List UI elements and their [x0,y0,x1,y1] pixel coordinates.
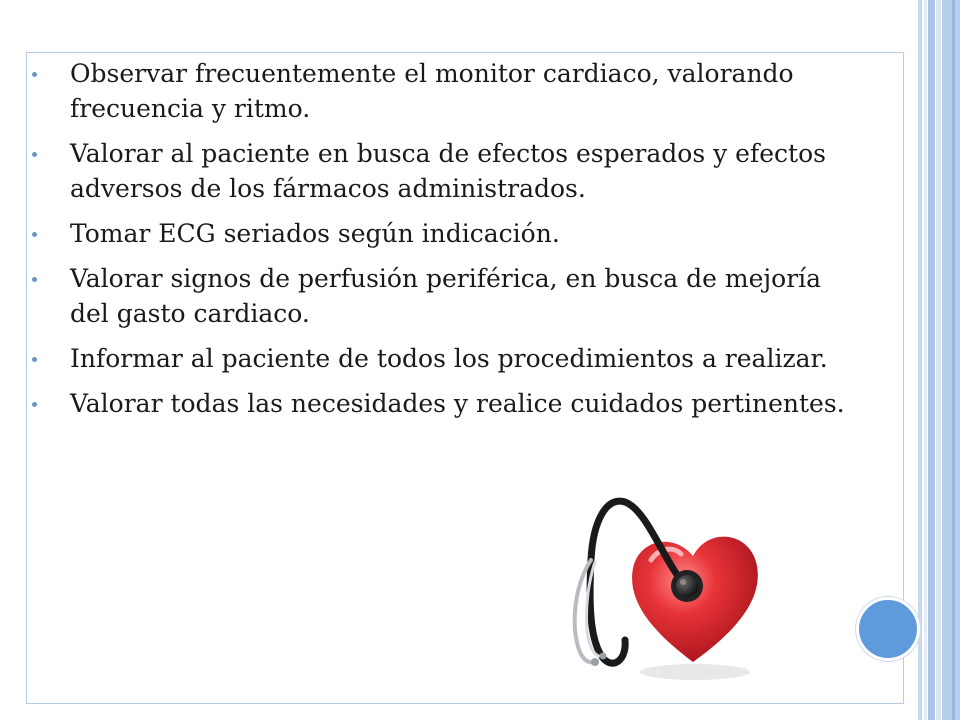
heart-with-stethoscope-icon [555,490,770,685]
bullet-item [30,136,850,206]
bullet-dot-icon [32,357,37,362]
bullet-dot-icon [32,402,37,407]
decorative-stripe [924,0,927,720]
bullet-item [30,341,850,376]
bullet-item [30,386,850,421]
decorative-stripe [936,0,941,720]
bullet-text: Valorar signos de perfusión periférica, en busca de mejoría del gasto cardiaco. [70,264,822,328]
bullet-item [30,261,850,331]
bullet-dot-icon [32,232,37,237]
bullet-text: Tomar ECG seriados según indicación. [70,219,560,248]
bullet-text: Valorar todas las necesidades y realice cuidados pertinentes. [70,389,845,418]
blue-circle-icon [856,597,920,661]
decorative-stripe [952,0,955,720]
bullet-list [30,56,850,431]
decorative-stripe [928,0,935,720]
bullet-item [30,216,850,251]
bullet-dot-icon [32,72,37,77]
bullet-dot-icon [32,152,37,157]
bullet-text: Informar al paciente de todos los procedimientos a realizar. [70,344,828,373]
bullet-item [30,56,850,126]
decorative-stripe [918,0,922,720]
decorative-stripe [942,0,960,720]
bullet-text: Observar frecuentemente el monitor cardiaco, valorando frecuencia y ritmo. [70,59,794,123]
bullet-text: Valorar al paciente en busca de efectos esperados y efectos adversos de los fármacos administrados. [70,139,826,203]
bullet-dot-icon [32,277,37,282]
